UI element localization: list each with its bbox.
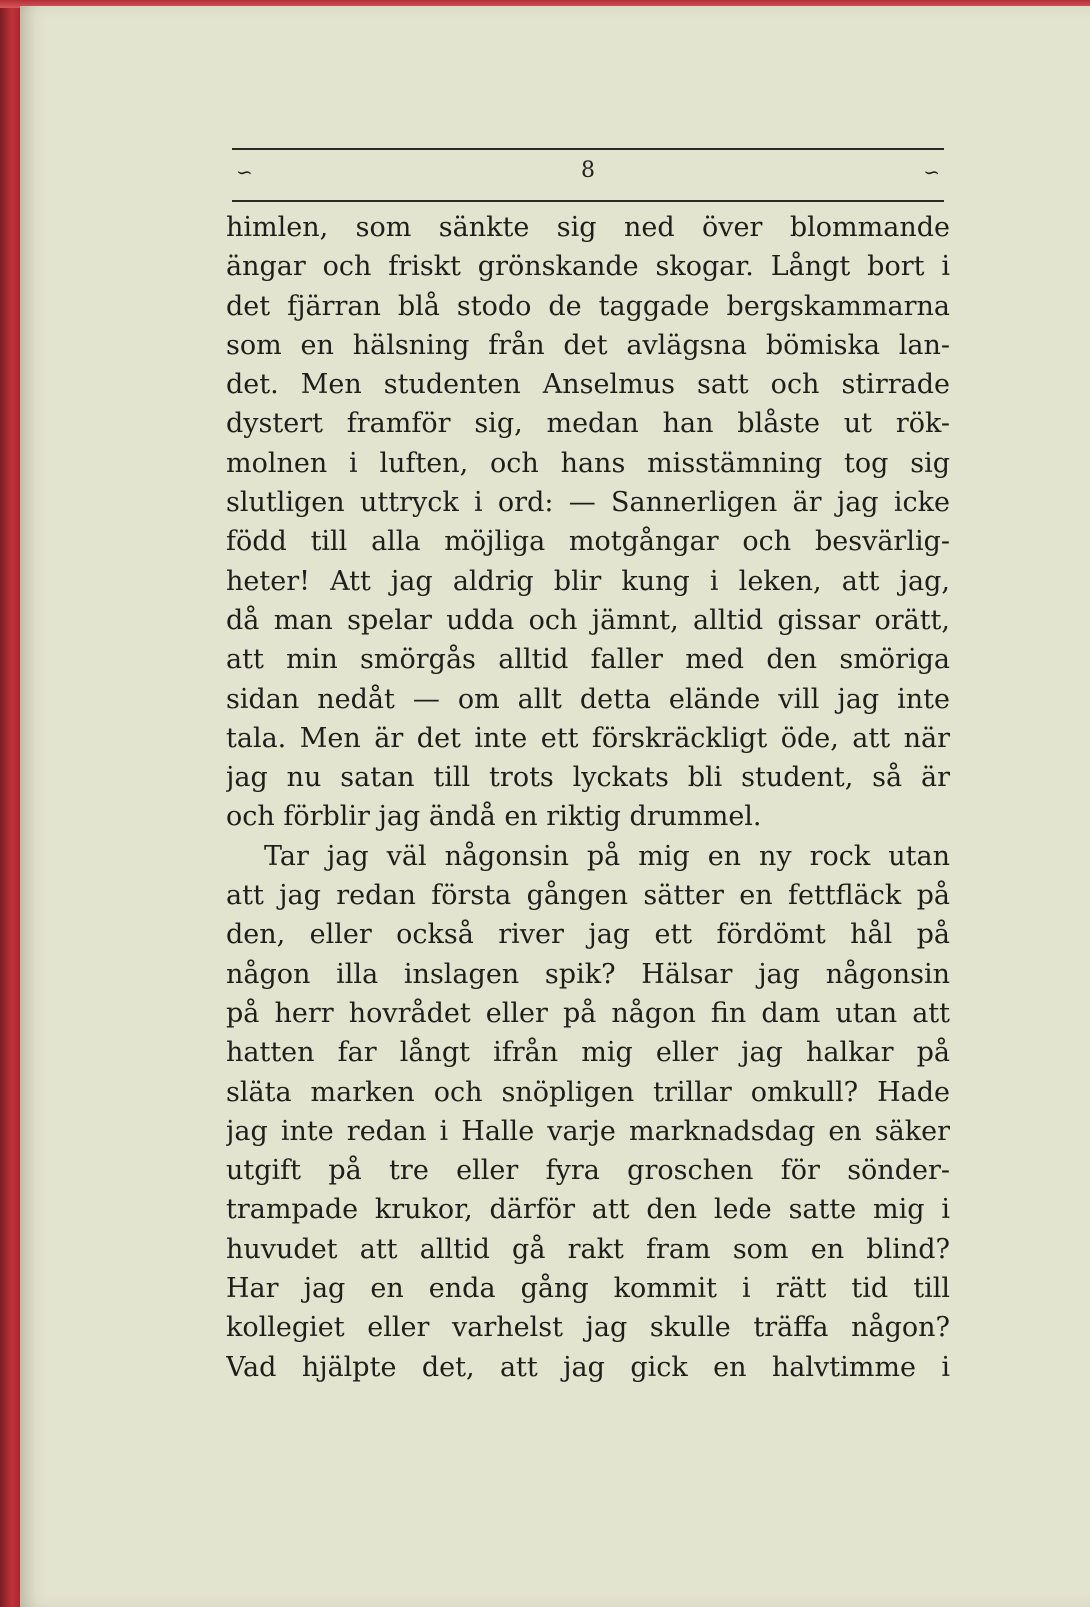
ornament-left-icon: ∽ bbox=[236, 160, 253, 184]
ornament-right-icon: ∽ bbox=[923, 160, 940, 184]
text-line: sidan nedåt — om allt detta elände vill jag inte bbox=[226, 683, 950, 715]
text-line: trampade krukor, därför att den lede satte mig i bbox=[226, 1194, 950, 1226]
text-line: utgift på tre eller fyra groschen för sönder- bbox=[226, 1155, 950, 1187]
paragraph-1 bbox=[226, 208, 950, 837]
text-line: som en hälsning från det avlägsna bömiska lan- bbox=[226, 329, 950, 361]
text-line: molnen i luften, och hans misstämning tog sig bbox=[226, 447, 950, 479]
text-line: släta marken och snöpligen trillar omkull? Hade bbox=[226, 1076, 950, 1108]
text-line: Tar jag väl någonsin på mig en ny rock utan bbox=[264, 840, 950, 872]
text-line: ängar och friskt grönskande skogar. Långt bort i bbox=[226, 251, 950, 283]
text-line: kollegiet eller varhelst jag skulle träffa någon? bbox=[226, 1312, 950, 1344]
body-text bbox=[226, 208, 950, 1387]
text-line: himlen, som sänkte sig ned över blommande bbox=[226, 212, 950, 243]
text-line: och förblir jag ändå en riktig drummel. bbox=[226, 801, 762, 833]
text-line: heter! Att jag aldrig blir kung i leken, att jag, bbox=[226, 565, 950, 597]
text-line: Har jag en enda gång kommit i rätt tid till bbox=[226, 1273, 950, 1305]
text-line: att jag redan första gången sätter en fettfläck på bbox=[226, 880, 950, 912]
text-line: född till alla möjliga motgångar och besvärlig- bbox=[226, 526, 950, 558]
text-line: det. Men studenten Anselmus satt och stirrade bbox=[226, 369, 950, 401]
text-line: huvudet att alltid gå rakt fram som en blind? bbox=[226, 1233, 950, 1265]
text-line: på herr hovrådet eller på någon fin dam utan att bbox=[226, 997, 950, 1029]
page-number: 8 bbox=[581, 158, 595, 183]
text-line: tala. Men är det inte ett förskräckligt öde, att när bbox=[226, 722, 950, 754]
text-line: dystert framför sig, medan han blåste ut rök- bbox=[226, 408, 950, 440]
text-line: jag nu satan till trots lyckats bli student, så är bbox=[226, 762, 950, 794]
text-line: den, eller också river jag ett fördömt hål på bbox=[226, 919, 950, 951]
running-header bbox=[232, 148, 944, 202]
text-line: det fjärran blå stodo de taggade bergskammarna bbox=[226, 290, 950, 322]
text-line: att min smörgås alltid faller med den smöriga bbox=[226, 644, 950, 676]
text-line: hatten far långt ifrån mig eller jag halkar på bbox=[226, 1037, 950, 1069]
text-line: jag inte redan i Halle varje marknadsdag en säker bbox=[226, 1115, 950, 1147]
text-line: slutligen uttryck i ord: — Sannerligen är jag icke bbox=[226, 487, 950, 519]
text-line: då man spelar udda och jämnt, alltid gissar orätt, bbox=[226, 604, 950, 636]
text-line: Vad hjälpte det, att jag gick en halvtimme i bbox=[226, 1351, 950, 1383]
paragraph-2 bbox=[226, 837, 950, 1387]
text-line: någon illa inslagen spik? Hälsar jag någonsin bbox=[226, 958, 950, 990]
